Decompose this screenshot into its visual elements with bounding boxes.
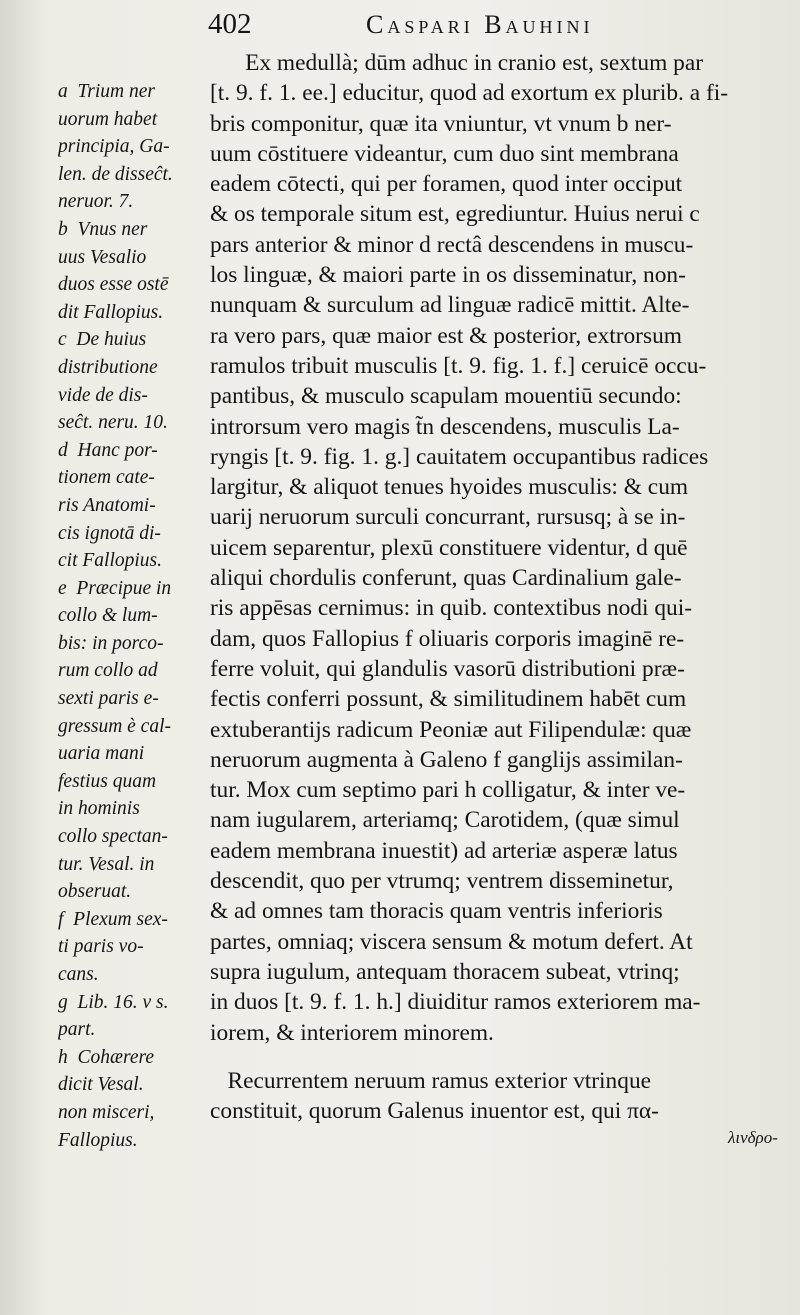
catchword: λινδρο- bbox=[728, 1128, 778, 1148]
paragraph-gap bbox=[210, 1048, 790, 1066]
margin-note-line: cans. bbox=[58, 964, 99, 985]
page-number: 402 bbox=[208, 8, 252, 40]
margin-note-line: g Lib. 16. v s. bbox=[58, 991, 169, 1013]
margin-note-line: tur. Vesal. in bbox=[58, 853, 155, 875]
margin-note-line: obseruat. bbox=[58, 881, 132, 903]
text-line: in duos [t. 9. f. 1. h.] diuiditur ramos exteriorem ma- bbox=[210, 989, 701, 1016]
text-line: descendit, quo per vtrumq; ventrem disseminetur, bbox=[210, 868, 674, 895]
text-line: introrsum vero magis t̃n descendens, musculis La- bbox=[210, 413, 680, 440]
main-text-block bbox=[210, 48, 790, 1150]
margin-note-line: len. de disseĉt. bbox=[58, 163, 173, 185]
text-line: extuberantijs radicum Peoniæ aut Filipendulæ: quæ bbox=[210, 716, 692, 743]
text-line: tur. Mox cum septimo pari h colligatur, & inter ve- bbox=[210, 777, 686, 804]
text-line: Recurrentem neruum ramus exterior vtrinque bbox=[210, 1067, 652, 1094]
margin-note-line: e Præcipue in bbox=[58, 577, 172, 599]
text-line: nunquam & surculum ad linguæ radicē mittit. Alte- bbox=[210, 292, 690, 319]
text-line: ris appēsas cernimus: in quib. contextibus nodi qui- bbox=[210, 595, 693, 622]
text-line: partes, omniaq; viscera sensum & motum defert. At bbox=[210, 928, 693, 955]
text-line: dam, quos Fallopius f oliuaris corporis imaginē re- bbox=[210, 625, 685, 652]
text-line: pantibus, & musculo scapulam mouentiū secundo: bbox=[210, 383, 682, 410]
margin-note-line: festius quam bbox=[58, 770, 157, 792]
text-line: fectis conferri possunt, & similitudinem habēt cum bbox=[210, 686, 687, 713]
margin-note-line: uaria mani bbox=[58, 743, 145, 765]
margin-note-line: collo & lum- bbox=[58, 605, 158, 627]
margin-note-line: rum collo ad bbox=[58, 660, 158, 682]
margin-note-line: in hominis bbox=[58, 798, 140, 820]
text-line: nam iugularem, arteriamq; Carotidem, (quæ simul bbox=[210, 807, 680, 834]
text-line: largitur, & aliquot tenues hyoides musculis: & cum bbox=[210, 474, 689, 501]
margin-note-line: ris Anatomi- bbox=[58, 494, 156, 516]
text-line: uum cōstituere videantur, cum duo sint membrana bbox=[210, 140, 679, 167]
text-line: uicem separentur, plexū constituere videntur, d quē bbox=[210, 534, 688, 561]
page-header bbox=[208, 8, 788, 48]
margin-note-line: cis ignotā di- bbox=[58, 522, 161, 544]
text-line: & ad omnes tam thoracis quam ventris inferioris bbox=[210, 898, 663, 925]
text-line: ryngis [t. 9. fig. 1. g.] cauitatem occupantibus radices bbox=[210, 443, 709, 470]
margin-note-line: f Plexum sex- bbox=[58, 908, 168, 930]
text-line: ra vero pars, quæ maior est & posterior, extrorsum bbox=[210, 322, 682, 349]
text-line: supra iugulum, antequam thoracem subeat, vtrinq; bbox=[210, 958, 680, 985]
text-line: bris componitur, quæ ita vniuntur, vt vnum b ner- bbox=[210, 110, 672, 137]
text-line: constituit, quorum Galenus inuentor est, qui πα- bbox=[210, 1098, 659, 1125]
margin-note-line: tionem cate- bbox=[58, 467, 155, 489]
text-line: iorem, & interiorem minorem. bbox=[210, 1019, 494, 1046]
margin-note-line: ti paris vo- bbox=[58, 936, 144, 958]
margin-note-line: seĉt. neru. 10. bbox=[58, 412, 168, 434]
margin-note-line: bis: in porco- bbox=[58, 632, 164, 654]
text-line: [t. 9. f. 1. ee.] educitur, quod ad exortum ex plurib. a fi- bbox=[210, 80, 729, 107]
margin-note-line: vide de dis- bbox=[58, 384, 148, 406]
margin-note-line: distributione bbox=[58, 356, 158, 378]
margin-note-line: cit Fallopius. bbox=[58, 550, 162, 572]
text-line: eadem membrana inuestit) ad arteriæ asperæ latus bbox=[210, 837, 678, 864]
running-title: Caspari Bauhini bbox=[366, 10, 594, 39]
text-line: aliqui chordulis conferunt, quas Cardinalium gale- bbox=[210, 565, 682, 592]
margin-note-line: dicit Vesal. bbox=[58, 1074, 144, 1096]
margin-note-line: collo spectan- bbox=[58, 826, 168, 848]
margin-note-line: c De huius bbox=[58, 329, 147, 351]
marginal-notes bbox=[58, 78, 210, 1154]
text-line: & os temporale situm est, egrediuntur. Huius nerui c bbox=[210, 201, 700, 228]
text-line: neruorum augmenta à Galeno f ganglijs assimilan- bbox=[210, 746, 683, 773]
text-line: ramulos tribuit musculis [t. 9. fig. 1. f.] ceruicē occu- bbox=[210, 352, 707, 379]
margin-note-line: uorum habet bbox=[58, 108, 158, 130]
margin-note-line: a Trium ner bbox=[58, 81, 155, 102]
margin-note-line: part. bbox=[58, 1019, 96, 1041]
margin-note-line: neruor. 7. bbox=[58, 191, 134, 213]
margin-note-line: duos esse ostē bbox=[58, 274, 169, 296]
text-line: uarij neruorum surculi concurrant, rursusq; à se in- bbox=[210, 504, 686, 531]
text-line: Ex medullà; dūm adhuc in cranio est, sextum par bbox=[210, 50, 704, 76]
text-line: pars anterior & minor d rectâ descendens in muscu- bbox=[210, 231, 694, 258]
text-line: eadem cōtecti, qui per foramen, quod inter occiput bbox=[210, 171, 683, 198]
margin-note-line: d Hanc por- bbox=[58, 439, 158, 461]
margin-note-line: h Cohærere bbox=[58, 1046, 155, 1068]
margin-note-line: gressum è cal- bbox=[58, 715, 172, 737]
margin-note-line: dit Fallopius. bbox=[58, 301, 164, 323]
margin-note-line: uus Vesalio bbox=[58, 246, 147, 268]
margin-note-line: Fallopius. bbox=[58, 1129, 138, 1151]
margin-note-line: principia, Ga- bbox=[58, 136, 170, 158]
text-line: ferre voluit, qui glandulis vasorū distributioni præ- bbox=[210, 655, 685, 682]
margin-note-line: non misceri, bbox=[58, 1101, 155, 1123]
margin-note-line: b Vnus ner bbox=[58, 218, 148, 240]
text-line: los linguæ, & maiori parte in os disseminatur, non- bbox=[210, 262, 686, 289]
margin-note-line: sexti paris e- bbox=[58, 688, 159, 710]
